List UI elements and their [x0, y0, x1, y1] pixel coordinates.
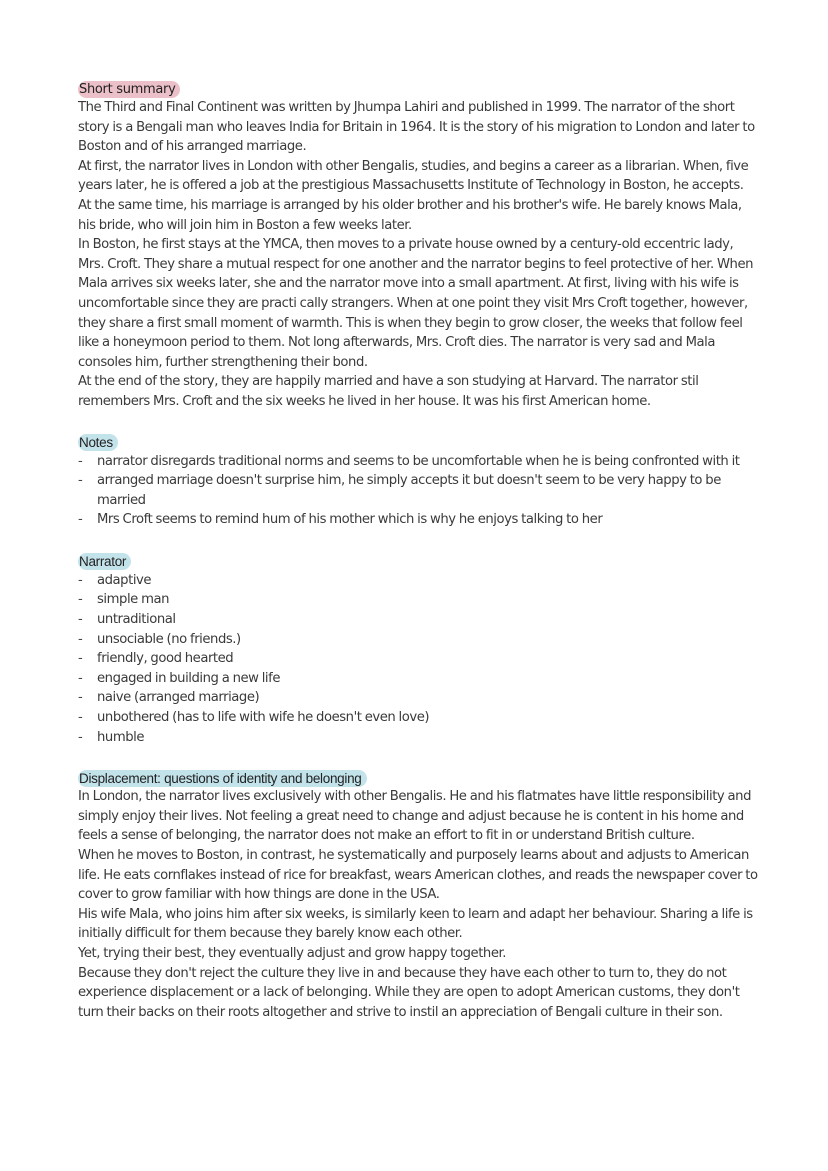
- list-item-text: unbothered (has to life with wife he doesn't even love): [97, 710, 430, 726]
- summary-paragraph: In Boston, he first stays at the YMCA, then moves to a private house owned by a century-old eccentric lady, Mrs. Croft. They share a mutual respect for one another and the narrator begins to feel protective of her. When Mala arrives six weeks later, she and the narrator move into a small apartment. At first, living with his wife is uncomfortable since they are practi cally strangers. When at one point they visit Mrs Croft together, however, they share a first small moment of warmth. This is when they begin to grow closer, the weeks that follow feel like a honeymoon period to them. Not long afterwards, Mrs. Croft dies. The narrator is very sad and Mala consoles him, further strengthening their bond.: [78, 237, 754, 370]
- list-item-text: friendly, good hearted: [97, 651, 234, 667]
- list-item: [78, 610, 758, 630]
- dash-bullet: -: [78, 572, 83, 588]
- list-item-text: unsociable (no friends.): [97, 631, 241, 647]
- list-item: [78, 669, 758, 689]
- list-item: [78, 630, 758, 650]
- list-item: [78, 728, 758, 748]
- document-page: [78, 78, 758, 1022]
- notes-heading: Notes: [78, 434, 118, 451]
- displacement-heading: Displacement: questions of identity and belonging: [78, 770, 367, 787]
- narrator-section: [78, 551, 758, 747]
- list-item-text: humble: [97, 729, 145, 745]
- summary-paragraph: At the end of the story, they are happily married and have a son studying at Harvard. The narrator stil remembers Mrs. Croft and the six weeks he lived in her house. It was his first American home.: [78, 374, 699, 409]
- displacement-paragraph: When he moves to Boston, in contrast, he systematically and purposely learns about and adjusts to American life. He eats cornflakes instead of rice for breakfast, wears American clothes, and reads the newspaper cover to cover to grow familiar with how things are done in the USA.: [78, 848, 758, 903]
- dash-bullet: -: [78, 473, 83, 489]
- dash-bullet: -: [78, 631, 83, 647]
- dash-bullet: -: [78, 729, 83, 745]
- dash-bullet: -: [78, 512, 83, 528]
- list-item-text: Mrs Croft seems to remind hum of his mother which is why he enjoys talking to her: [97, 512, 603, 528]
- displacement-section: [78, 768, 758, 1022]
- dash-bullet: -: [78, 453, 83, 469]
- list-item-text: naive (arranged marriage): [97, 690, 260, 706]
- list-item-text: adaptive: [97, 572, 152, 588]
- list-item: [78, 590, 758, 610]
- list-item-text: untraditional: [97, 612, 176, 628]
- dash-bullet: -: [78, 612, 83, 628]
- displacement-paragraph: Yet, trying their best, they eventually adjust and grow happy together.: [78, 945, 506, 961]
- list-item-text: narrator disregards traditional norms and seems to be uncomfortable when he is being confronted with it: [97, 453, 740, 469]
- summary-paragraph: The Third and Final Continent was written by Jhumpa Lahiri and published in 1999. The narrator of the short story is a Bengali man who leaves India for Britain in 1964. It is the story of his migration to London and later to Boston and of his arranged marriage.: [78, 100, 755, 155]
- summary-heading: Short summary: [78, 81, 180, 98]
- displacement-paragraph: Because they don't reject the culture they live in and because they have each other to turn to, they do not experience displacement or a lack of belonging. While they are open to adopt American customs, they don't turn their backs on their roots altogether and strive to instil an appreciation of Bengali culture in their son.: [78, 965, 740, 1020]
- list-item: [78, 649, 758, 669]
- notes-section: [78, 432, 758, 530]
- list-item: [78, 688, 758, 708]
- summary-section: [78, 78, 758, 412]
- list-item-text: simple man: [97, 592, 170, 608]
- dash-bullet: -: [78, 592, 83, 608]
- list-item-text: arranged marriage doesn't surprise him, he simply accepts it but doesn't seem to be very happy to be married: [97, 473, 721, 508]
- notes-list: [78, 452, 758, 530]
- dash-bullet: -: [78, 710, 83, 726]
- list-item: [78, 708, 758, 728]
- list-item-text: engaged in building a new life: [97, 670, 281, 686]
- list-item: [78, 452, 758, 472]
- dash-bullet: -: [78, 651, 83, 667]
- list-item: [78, 471, 758, 510]
- displacement-paragraph: In London, the narrator lives exclusively with other Bengalis. He and his flatmates have little responsibility and simply enjoy their lives. Not feeling a great need to change and adjust because he is content in his home and feels a sense of belonging, the narrator does not make an effort to fit in or understand British culture.: [78, 789, 751, 844]
- list-item: [78, 510, 758, 530]
- displacement-paragraph: His wife Mala, who joins him after six weeks, is similarly keen to learn and adapt her behaviour. Sharing a life is initially difficult for them because they barely know each other.: [78, 906, 753, 942]
- narrator-list: [78, 571, 758, 747]
- list-item: [78, 571, 758, 591]
- narrator-heading: Narrator: [78, 553, 131, 570]
- dash-bullet: -: [78, 690, 83, 706]
- dash-bullet: -: [78, 670, 83, 686]
- summary-paragraph: At first, the narrator lives in London with other Bengalis, studies, and begins a career as a librarian. When, five years later, he is offered a job at the prestigious Massachusetts Institute of Technology in Boston, he accepts. At the same time, his marriage is arranged by his older brother and his brother's wife. He barely knows Mala, his bride, who will join him in Boston a few weeks later.: [78, 158, 749, 233]
